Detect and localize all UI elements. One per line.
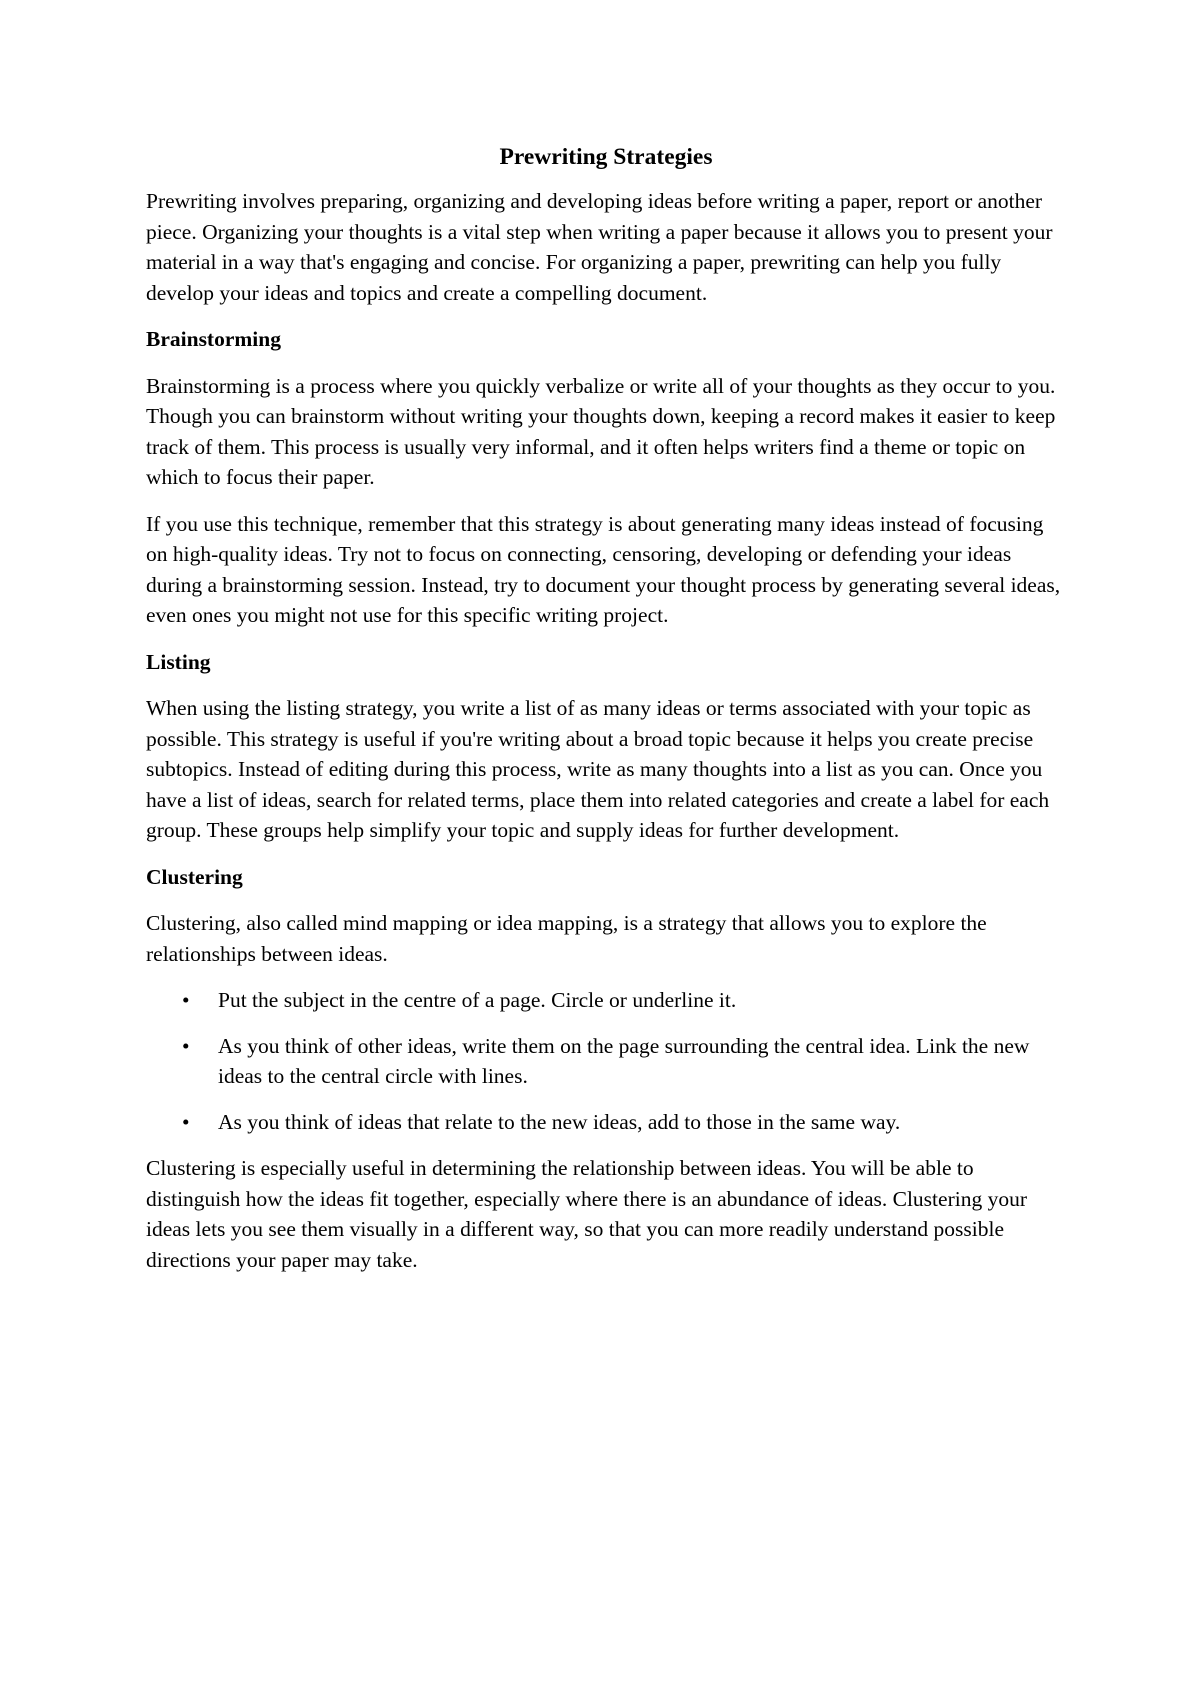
bullet-text: As you think of other ideas, write them on the page surrounding the central idea. Link the new ideas to the central circle with lines. (218, 1033, 1030, 1088)
document-title: Prewriting Strategies (499, 144, 713, 170)
clustering-heading: Clustering (146, 864, 243, 889)
bullet-icon: • (182, 1109, 190, 1134)
document-page (146, 142, 1066, 1291)
listing-paragraph-1: When using the listing strategy, you write a list of as many ideas or terms associated with your topic as possible. This strategy is useful if you're writing about a broad topic because it helps you create precise subtopics. Instead of editing during this process, write as many thoughts into a list as you can. Once you have a list of ideas, search for related terms, place them into related categories and create a label for each group. These groups help simplify your topic and supply ideas for further development. (146, 696, 1050, 842)
bullet-item (146, 985, 1066, 1016)
bullet-text: As you think of ideas that relate to the new ideas, add to those in the same way. (218, 1109, 901, 1134)
clustering-bullet-list (146, 985, 1066, 1137)
intro-paragraph: Prewriting involves preparing, organizing and developing ideas before writing a paper, report or another piece. Organizing your thoughts is a vital step when writing a paper because it allows you to present your material in a way that's engaging and concise. For organizing a paper, prewriting can help you fully develop your ideas and topics and create a compelling document. (146, 189, 1053, 305)
clustering-paragraph-1: Clustering, also called mind mapping or idea mapping, is a strategy that allows you to explore the relationships between ideas. (146, 911, 987, 966)
bullet-icon: • (182, 1033, 190, 1058)
listing-heading: Listing (146, 649, 211, 674)
bullet-icon: • (182, 988, 190, 1012)
bullet-item (146, 1107, 1066, 1138)
brainstorming-paragraph-1: Brainstorming is a process where you quickly verbalize or write all of your thoughts as they occur to you. Though you can brainstorm without writing your thoughts down, keeping a record makes it easier to keep track of them. This process is usually very informal, and it often helps writers find a theme or topic on which to focus their paper. (146, 373, 1056, 489)
bullet-item (146, 1031, 1066, 1092)
brainstorming-paragraph-2: If you use this technique, remember that this strategy is about generating many ideas instead of focusing on high-quality ideas. Try not to focus on connecting, censoring, developing or defending your ideas during a brainstorming session. Instead, try to document your thought process by generating several ideas, even ones you might not use for this specific writing project. (146, 511, 1061, 627)
clustering-paragraph-2: Clustering is especially useful in determining the relationship between ideas. You will be able to distinguish how the ideas fit together, especially where there is an abundance of ideas. Clustering your ideas lets you see them visually in a different way, so that you can more readily understand possible directions your paper may take. (146, 1156, 1027, 1272)
brainstorming-heading: Brainstorming (146, 327, 281, 351)
bullet-text: Put the subject in the centre of a page. Circle or underline it. (218, 988, 737, 1012)
